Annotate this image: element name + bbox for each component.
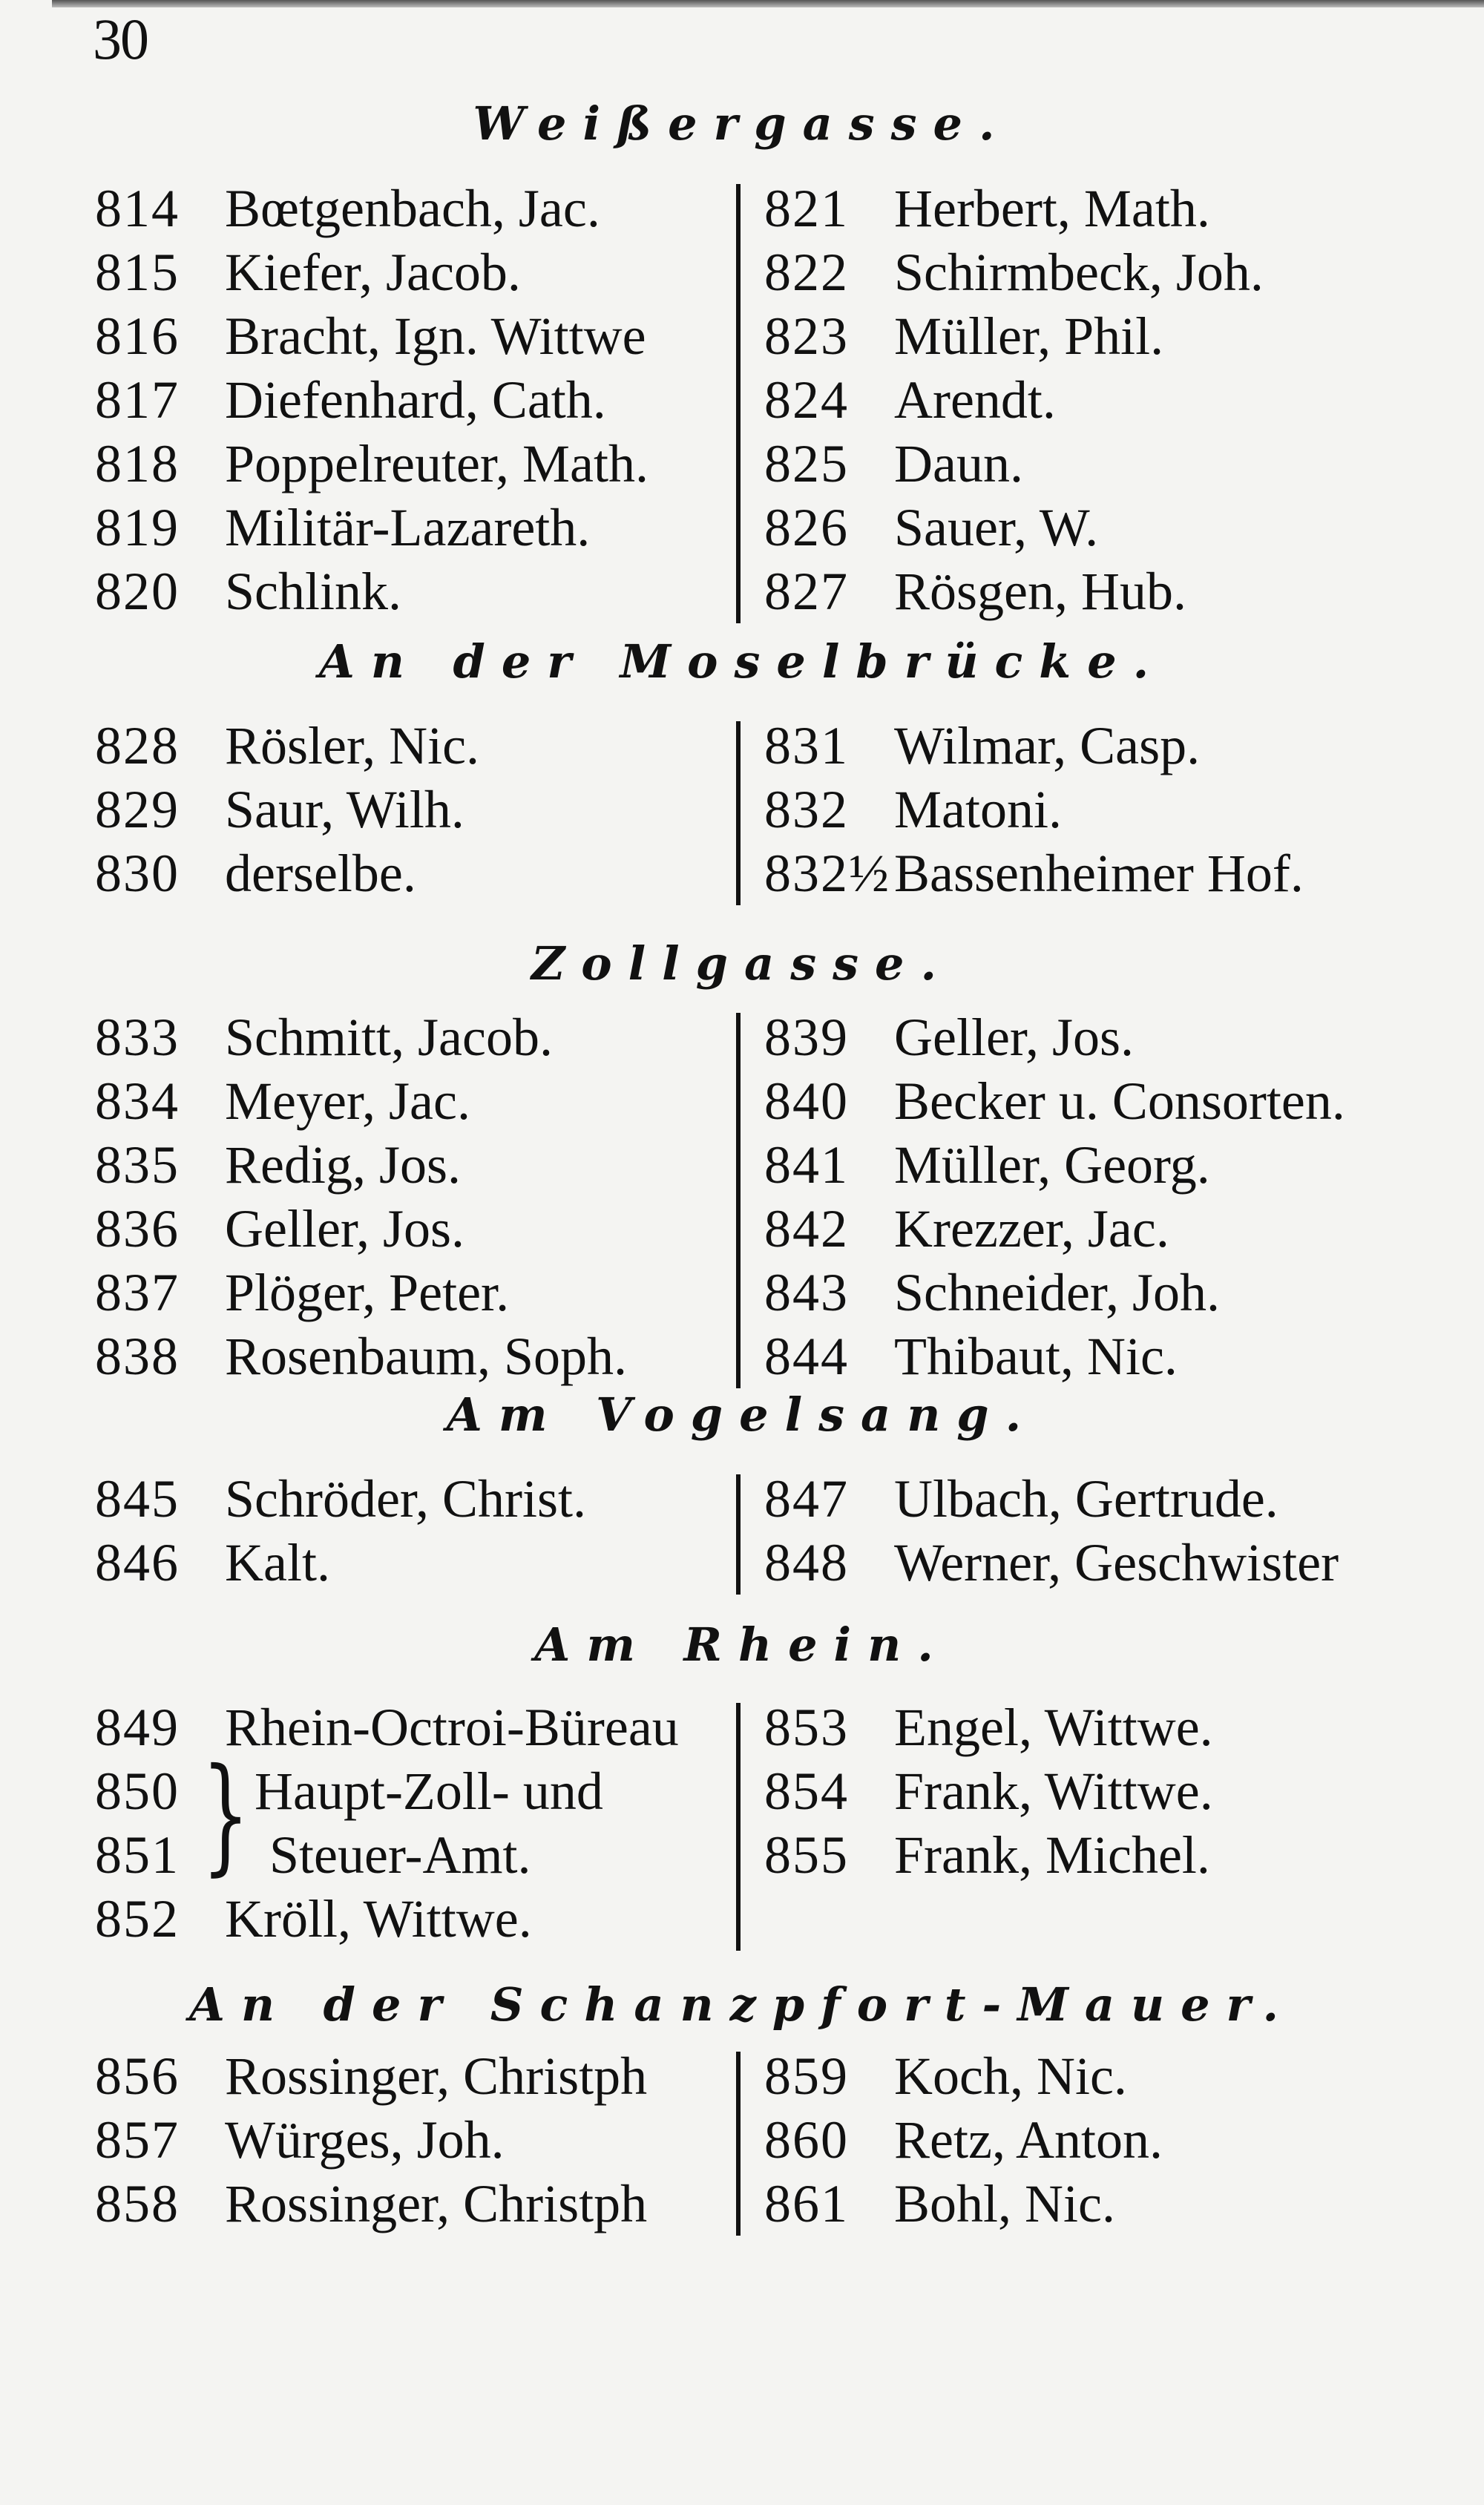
column-divider [736, 1013, 741, 1388]
brace-mark: } [201, 1741, 250, 1888]
list-item [95, 240, 521, 304]
house-number: 856 [95, 2046, 180, 2106]
house-number: 861 [764, 2174, 849, 2233]
list-item [764, 432, 1023, 496]
list-item [764, 1069, 1345, 1133]
resident-name: Sauer, W. [894, 498, 1099, 557]
house-number: 820 [95, 562, 180, 621]
list-item [95, 1261, 509, 1324]
resident-name: Ulbach, Gertrude. [894, 1469, 1278, 1529]
resident-name: Herbert, Math. [894, 179, 1210, 238]
house-number: 829 [95, 780, 180, 839]
resident-name: Redig, Jos. [225, 1135, 462, 1195]
list-item [95, 2108, 505, 2172]
house-number: 860 [764, 2110, 849, 2170]
house-number: 833 [95, 1008, 180, 1067]
resident-name: Militär-Lazareth. [225, 498, 591, 557]
resident-name: Kalt. [225, 1533, 330, 1592]
list-item [95, 1759, 603, 1823]
house-number: 847 [764, 1469, 849, 1529]
column-divider [736, 721, 741, 905]
house-number: 842 [764, 1199, 849, 1258]
list-item [764, 1531, 1339, 1595]
resident-name: Geller, Jos. [225, 1199, 465, 1258]
resident-name: Kiefer, Jacob. [225, 243, 521, 302]
resident-name: Rösler, Nic. [225, 716, 480, 775]
house-number: 814 [95, 179, 180, 238]
resident-name: Krezzer, Jac. [894, 1199, 1169, 1258]
resident-name: Frank, Michel. [894, 1825, 1210, 1885]
resident-name: Poppelreuter, Math. [225, 434, 649, 493]
list-item [764, 1197, 1169, 1261]
resident-name: Steuer-Amt. [269, 1825, 531, 1885]
section-heading: An der Moselbrücke. [318, 634, 1166, 689]
list-item [764, 714, 1200, 778]
house-number: 845 [95, 1469, 180, 1529]
resident-name: Haupt-Zoll- und [255, 1762, 603, 1821]
list-item [95, 2044, 647, 2108]
house-number: 816 [95, 306, 180, 366]
list-item [95, 1823, 531, 1887]
resident-name: Würges, Joh. [225, 2110, 505, 2170]
list-item [95, 559, 401, 623]
section-heading: An der Schanzpfort-Mauer. [188, 1977, 1296, 2032]
column-divider [736, 1703, 741, 1951]
house-number: 853 [764, 1698, 849, 1757]
column-divider [736, 1474, 741, 1595]
house-number: 851 [95, 1825, 180, 1885]
list-item [95, 841, 416, 905]
house-number: 825 [764, 434, 849, 493]
page-number: 30 [93, 7, 148, 71]
resident-name: Rösgen, Hub. [894, 562, 1186, 621]
list-item [95, 1005, 553, 1069]
list-item [764, 841, 1304, 905]
resident-name: Koch, Nic. [894, 2046, 1127, 2106]
resident-name: Bassenheimer Hof. [894, 844, 1304, 903]
top-rule [52, 0, 1484, 7]
house-number: 821 [764, 179, 849, 238]
list-item [95, 1324, 627, 1388]
resident-name: Schmitt, Jacob. [225, 1008, 553, 1067]
list-item [764, 496, 1098, 559]
house-number: 832½ [764, 844, 890, 903]
resident-name: Meyer, Jac. [225, 1071, 470, 1131]
resident-name: Rhein-Octroi-Büreau [225, 1698, 679, 1757]
list-item [95, 1069, 470, 1133]
resident-name: Wilmar, Casp. [894, 716, 1201, 775]
list-item [764, 240, 1264, 304]
resident-name: Arendt. [894, 370, 1056, 430]
list-item [95, 304, 646, 368]
resident-name: Schneider, Joh. [894, 1263, 1221, 1322]
resident-name: Thibaut, Nic. [894, 1327, 1178, 1386]
house-number: 819 [95, 498, 180, 557]
section-heading: Am Vogelsang. [446, 1388, 1038, 1442]
resident-name: Geller, Jos. [894, 1008, 1135, 1067]
house-number: 824 [764, 370, 849, 430]
resident-name: Kröll, Wittwe. [225, 1889, 532, 1948]
column-divider [736, 184, 741, 623]
resident-name: Schröder, Christ. [225, 1469, 587, 1529]
list-item [764, 1759, 1213, 1823]
list-item [95, 1531, 330, 1595]
resident-name: Frank, Wittwe. [894, 1762, 1213, 1821]
list-item [95, 1133, 461, 1197]
list-item [95, 496, 590, 559]
resident-name: Plöger, Peter. [225, 1263, 510, 1322]
resident-name: derselbe. [225, 844, 416, 903]
house-number: 854 [764, 1762, 849, 1821]
house-number: 850 [95, 1762, 180, 1821]
house-number: 818 [95, 434, 180, 493]
house-number: 855 [764, 1825, 849, 1885]
list-item [95, 714, 479, 778]
resident-name: Matoni. [894, 780, 1062, 839]
list-item [764, 778, 1062, 841]
list-item [764, 1005, 1134, 1069]
list-item [95, 2172, 647, 2236]
house-number: 857 [95, 2110, 180, 2170]
section-heading: Am Rhein. [534, 1618, 950, 1672]
list-item [95, 1695, 679, 1759]
house-number: 831 [764, 716, 849, 775]
resident-name: Saur, Wilh. [225, 780, 464, 839]
house-number: 823 [764, 306, 849, 366]
house-number: 838 [95, 1327, 180, 1386]
resident-name: Daun. [894, 434, 1023, 493]
list-item [95, 778, 464, 841]
resident-name: Müller, Phil. [894, 306, 1164, 366]
house-number: 826 [764, 498, 849, 557]
house-number: 828 [95, 716, 180, 775]
resident-name: Engel, Wittwe. [894, 1698, 1213, 1757]
house-number: 827 [764, 562, 849, 621]
list-item [95, 432, 649, 496]
list-item [764, 1324, 1178, 1388]
resident-name: Bohl, Nic. [894, 2174, 1115, 2233]
house-number: 859 [764, 2046, 849, 2106]
house-number: 858 [95, 2174, 180, 2233]
house-number: 836 [95, 1199, 180, 1258]
list-item [764, 1467, 1278, 1531]
house-number: 844 [764, 1327, 849, 1386]
house-number: 843 [764, 1263, 849, 1322]
house-number: 852 [95, 1889, 180, 1948]
resident-name: Schlink. [225, 562, 402, 621]
house-number: 835 [95, 1135, 180, 1195]
list-item [764, 2172, 1115, 2236]
list-item [764, 304, 1163, 368]
house-number: 841 [764, 1135, 849, 1195]
resident-name: Rossinger, Christph [225, 2046, 648, 2106]
resident-name: Werner, Geschwister [894, 1533, 1339, 1592]
list-item [764, 177, 1210, 240]
house-number: 817 [95, 370, 180, 430]
house-number: 848 [764, 1533, 849, 1592]
resident-name: Becker u. Consorten. [894, 1071, 1345, 1131]
list-item [764, 1261, 1220, 1324]
house-number: 846 [95, 1533, 180, 1592]
list-item [764, 1695, 1213, 1759]
house-number: 839 [764, 1008, 849, 1067]
resident-name: Bracht, Ign. Wittwe [225, 306, 646, 366]
list-item [764, 559, 1186, 623]
column-divider [736, 2052, 741, 2236]
list-item [764, 1823, 1210, 1887]
house-number: 822 [764, 243, 849, 302]
list-item [764, 2108, 1163, 2172]
house-number: 834 [95, 1071, 180, 1131]
resident-name: Diefenhard, Cath. [225, 370, 606, 430]
list-item [95, 1887, 532, 1951]
section-heading: Zollgasse. [531, 936, 953, 991]
house-number: 830 [95, 844, 180, 903]
house-number: 840 [764, 1071, 849, 1131]
resident-name: Rosenbaum, Soph. [225, 1327, 628, 1386]
list-item [764, 2044, 1127, 2108]
list-item [95, 368, 606, 432]
resident-name: Schirmbeck, Joh. [894, 243, 1264, 302]
list-item [95, 177, 600, 240]
resident-name: Bœtgenbach, Jac. [225, 179, 600, 238]
house-number: 815 [95, 243, 180, 302]
section-heading: Weißergasse. [473, 96, 1011, 151]
list-item [764, 368, 1056, 432]
house-number: 832 [764, 780, 849, 839]
house-number: 837 [95, 1263, 180, 1322]
resident-name: Müller, Georg. [894, 1135, 1210, 1195]
list-item [764, 1133, 1210, 1197]
resident-name: Retz, Anton. [894, 2110, 1163, 2170]
list-item [95, 1467, 586, 1531]
list-item [95, 1197, 464, 1261]
resident-name: Rossinger, Christph [225, 2174, 648, 2233]
house-number: 849 [95, 1698, 180, 1757]
